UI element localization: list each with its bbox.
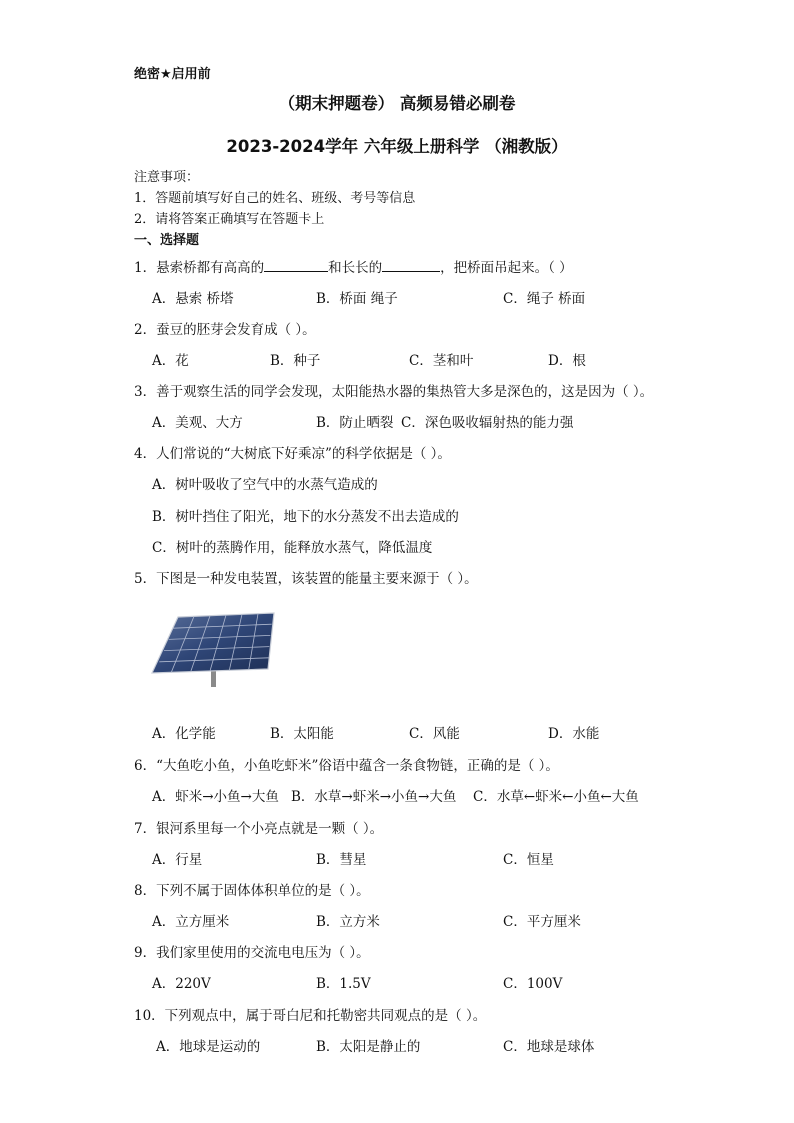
notes-heading: 注意事项： [134,170,200,185]
answer-blank[interactable] [264,258,328,272]
option-b: B．太阳是静止的 [316,1039,421,1055]
option-c: C．绳子 桥面 [503,291,586,307]
option-b: B．彗星 [316,852,367,868]
option-a: A．美观、大方 [152,415,243,431]
note-item: 1．答题前填写好自己的姓名、班级、考号等信息 [134,191,416,206]
panel-surface [152,613,274,673]
question-stem: 4．人们常说的“大树底下好乘凉”的科学依据是（ ）。 [134,446,451,462]
question-stem: 2．蚕豆的胚芽会发育成（ ）。 [134,322,316,338]
question-stem: 6．“大鱼吃小鱼，小鱼吃虾米”俗语中蕴含一条食物链，正确的是（ ）。 [134,758,559,774]
note-item: 2．请将答案正确填写在答题卡上 [134,212,325,227]
exam-subtitle: 2023-2024学年 六年级上册科学 （湘教版） [226,137,568,156]
option-a: A．花 [152,353,189,369]
option-c: C．水草←虾米←小鱼←大鱼 [473,789,639,805]
section-title: 一、选择题 [134,233,200,248]
question-stem: 9．我们家里使用的交流电电压为（ ）。 [134,945,370,961]
answer-blank[interactable] [382,258,440,272]
option-c: C．平方厘米 [503,914,581,930]
solar-panel-image [150,611,276,691]
option-a: A．立方厘米 [152,914,230,930]
option-a: A．行星 [152,852,203,868]
option-b: B．防止晒裂 [316,415,394,431]
question-stem-part: 和长长的 [328,260,383,276]
option-b: B．水草→虾米→小鱼→大鱼 [291,789,457,805]
secret-label: 绝密★启用前 [134,67,211,82]
option-c: C．地球是球体 [503,1039,595,1055]
option-b: B．桥面 绳子 [316,291,398,307]
question-stem-part: ，把桥面吊起来。（ ） [440,260,573,276]
option-b: B．1.5V [316,976,371,992]
question-stem-part: 1．悬索桥都有高高的 [134,260,265,276]
exam-title: （期末押题卷） 高频易错必刷卷 [278,94,516,113]
option-c: C．深色吸收辐射热的能力强 [401,415,574,431]
option-c: C．茎和叶 [409,353,474,369]
option-a: A．地球是运动的 [156,1039,261,1055]
question-stem [134,256,573,276]
option-a: A．化学能 [152,726,216,742]
question-stem: 3．善于观察生活的同学会发现，太阳能热水器的集热管大多是深色的，这是因为（ ）。 [134,384,654,400]
option-b: B．树叶挡住了阳光，地下的水分蒸发不出去造成的 [152,509,459,525]
option-d: D．水能 [548,726,600,742]
question-stem: 5．下图是一种发电装置，该装置的能量主要来源于（ ）。 [134,571,478,587]
option-c: C．树叶的蒸腾作用，能释放水蒸气，降低温度 [152,540,433,556]
option-c: C．100V [503,976,563,992]
option-a: A．220V [152,976,211,992]
question-stem: 7．银河系里每一个小亮点就是一颗（ ）。 [134,821,384,837]
option-c: C．风能 [409,726,460,742]
question-stem: 10．下列观点中，属于哥白尼和托勒密共同观点的是（ ）。 [134,1008,487,1024]
option-a: A．虾米→小鱼→大鱼 [152,789,279,805]
option-a: A．悬索 桥塔 [152,291,234,307]
option-c: C．恒星 [503,852,554,868]
option-a: A．树叶吸收了空气中的水蒸气造成的 [152,477,378,493]
option-b: B．立方米 [316,914,380,930]
question-stem: 8．下列不属于固体体积单位的是（ ）。 [134,883,370,899]
option-d: D．根 [548,353,586,369]
option-b: B．太阳能 [270,726,334,742]
option-b: B．种子 [270,353,321,369]
